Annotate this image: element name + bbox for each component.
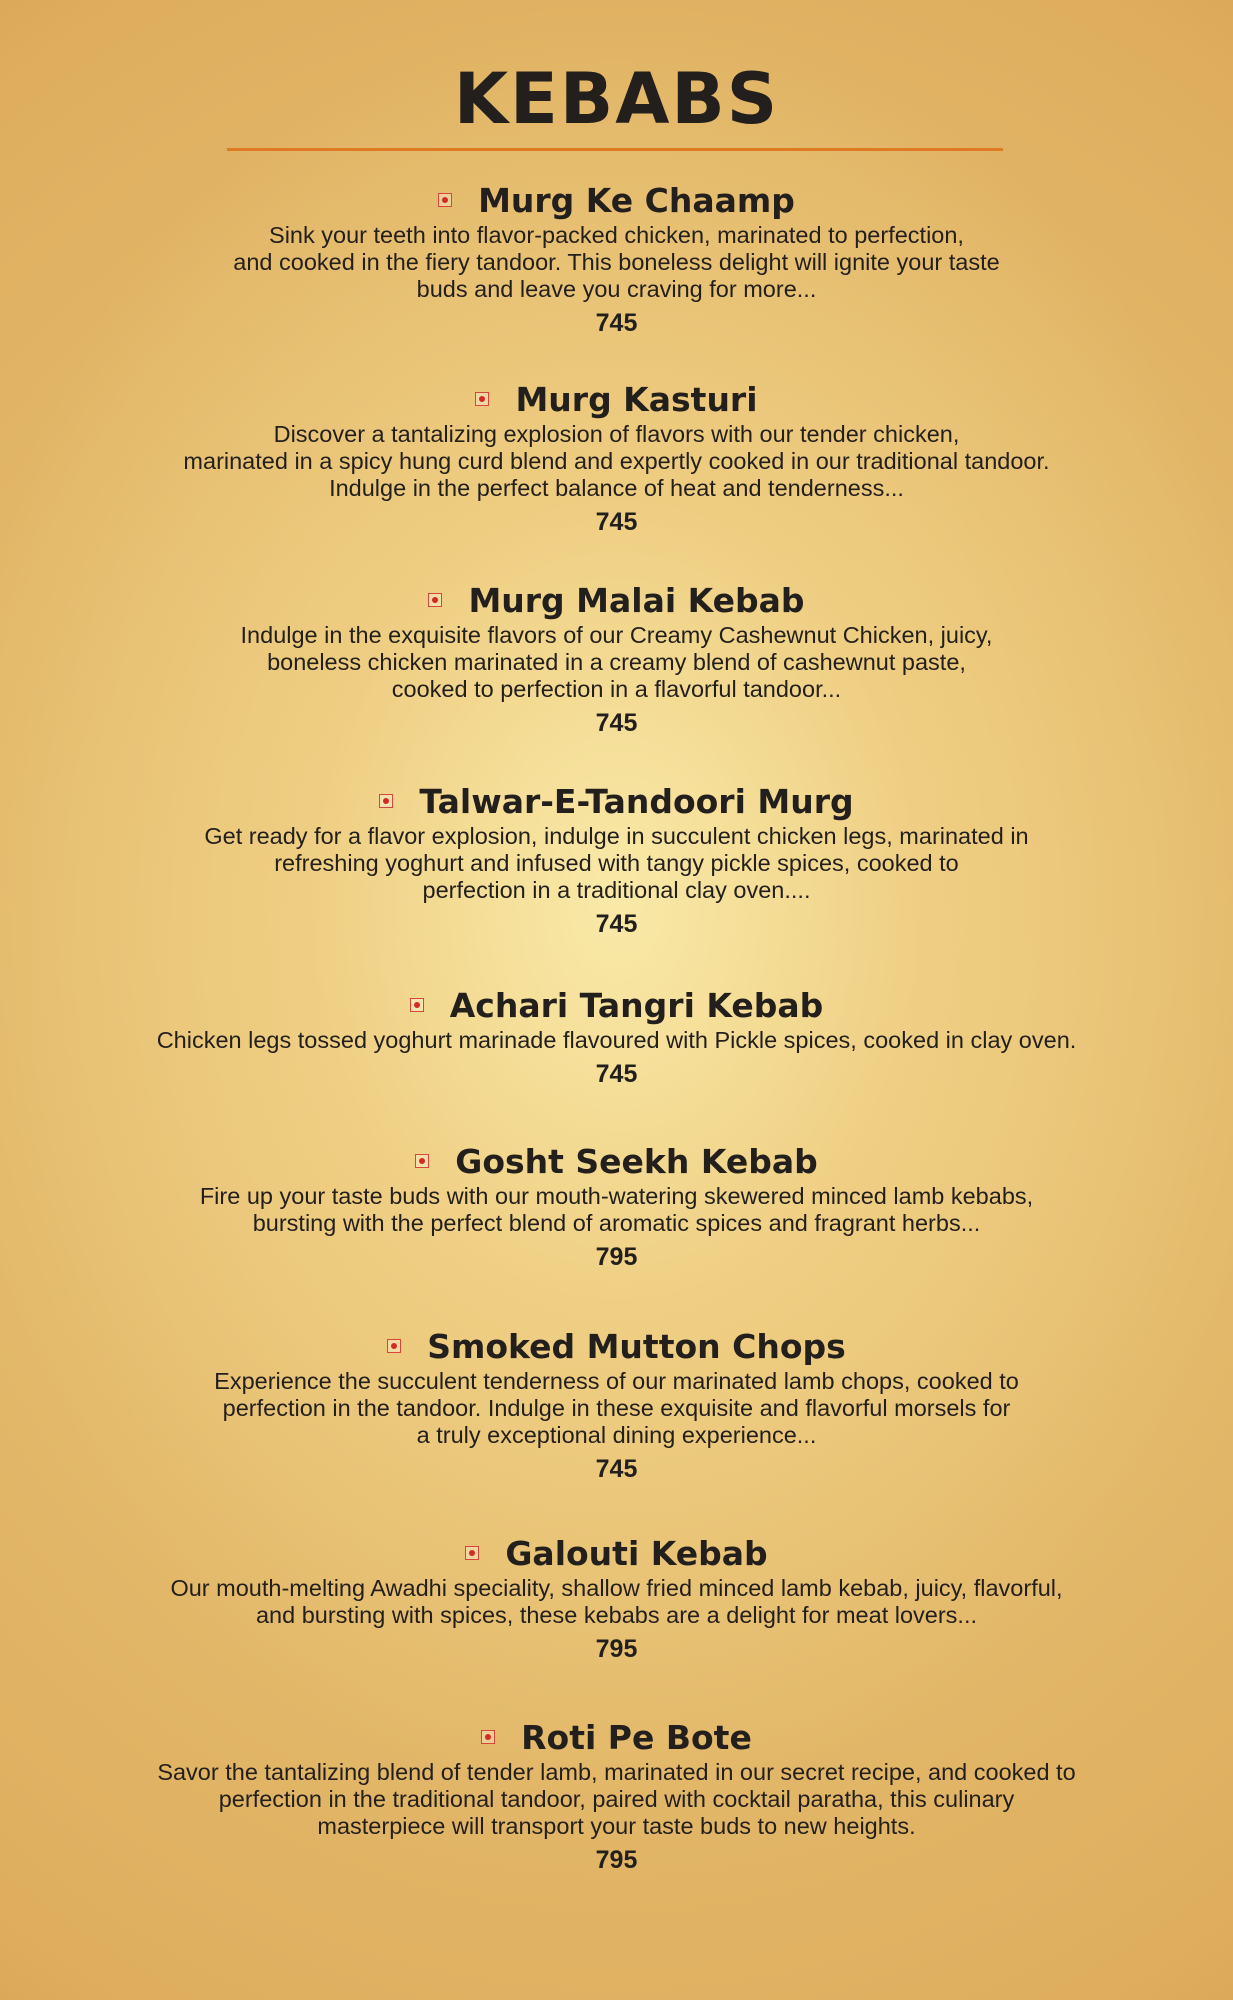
- item-header: [60, 1531, 1173, 1575]
- non-veg-icon: [475, 392, 489, 406]
- menu-item: [60, 377, 1173, 537]
- item-header: [60, 983, 1173, 1027]
- item-name: Murg Kasturi: [515, 379, 758, 419]
- non-veg-icon: [428, 593, 442, 607]
- item-description: [60, 1759, 1173, 1840]
- item-description: [60, 1183, 1173, 1237]
- item-description-line: perfection in a traditional clay oven....: [422, 877, 811, 903]
- item-description-line: a truly exceptional dining experience...: [416, 1422, 817, 1448]
- item-price: 745: [595, 309, 638, 337]
- item-name: Galouti Kebab: [505, 1533, 768, 1573]
- item-header: [60, 1139, 1173, 1183]
- item-description: [60, 1575, 1173, 1629]
- item-description-line: Our mouth-melting Awadhi speciality, shallow fried minced lamb kebab, juicy, flavorful,: [170, 1575, 1063, 1601]
- item-description: [60, 1027, 1173, 1054]
- menu-item: [60, 779, 1173, 939]
- item-description-line: Indulge in the exquisite flavors of our Creamy Cashewnut Chicken, juicy,: [240, 622, 993, 648]
- item-description-line: refreshing yoghurt and infused with tangy pickle spices, cooked to: [274, 850, 959, 876]
- item-description-line: bursting with the perfect blend of aromatic spices and fragrant herbs...: [252, 1210, 981, 1236]
- item-name: Talwar-E-Tandoori Murg: [419, 781, 854, 821]
- non-veg-icon: [387, 1339, 401, 1353]
- item-description: [60, 222, 1173, 303]
- item-price: 795: [595, 1846, 638, 1874]
- menu-item: [60, 1715, 1173, 1875]
- item-description: [60, 823, 1173, 904]
- page-title: KEBABS: [453, 58, 780, 140]
- item-name: Smoked Mutton Chops: [427, 1326, 846, 1366]
- item-price: 795: [595, 1243, 638, 1271]
- menu-item: [60, 983, 1173, 1089]
- item-description-line: Get ready for a flavor explosion, indulge in succulent chicken legs, marinated in: [204, 823, 1029, 849]
- item-header: [60, 578, 1173, 622]
- item-header: [60, 377, 1173, 421]
- item-description-line: masterpiece will transport your taste buds to new heights.: [317, 1813, 916, 1839]
- non-veg-icon: [481, 1730, 495, 1744]
- non-veg-icon: [415, 1154, 429, 1168]
- menu-item: [60, 1139, 1173, 1272]
- item-description-line: boneless chicken marinated in a creamy blend of cashewnut paste,: [267, 649, 966, 675]
- item-description-line: Savor the tantalizing blend of tender lamb, marinated in our secret recipe, and cooked to: [157, 1759, 1076, 1785]
- item-header: [60, 1715, 1173, 1759]
- item-name: Achari Tangri Kebab: [449, 985, 824, 1025]
- item-description-line: and bursting with spices, these kebabs are a delight for meat lovers...: [255, 1602, 978, 1628]
- item-description: [60, 622, 1173, 703]
- non-veg-icon: [410, 998, 424, 1012]
- menu-item: [60, 178, 1173, 338]
- item-price: 795: [595, 1635, 638, 1663]
- item-description-line: Indulge in the perfect balance of heat and tenderness...: [329, 475, 904, 501]
- non-veg-icon: [465, 1546, 479, 1560]
- item-name: Gosht Seekh Kebab: [455, 1141, 818, 1181]
- item-price: 745: [595, 709, 638, 737]
- item-description: [60, 421, 1173, 502]
- item-description-line: and cooked in the fiery tandoor. This boneless delight will ignite your taste: [233, 249, 1000, 275]
- item-description: [60, 1368, 1173, 1449]
- menu-item: [60, 578, 1173, 738]
- item-name: Murg Malai Kebab: [468, 580, 805, 620]
- item-price: 745: [595, 910, 638, 938]
- item-header: [60, 178, 1173, 222]
- item-description-line: Experience the succulent tenderness of our marinated lamb chops, cooked to: [214, 1368, 1019, 1394]
- non-veg-icon: [438, 193, 452, 207]
- item-description-line: marinated in a spicy hung curd blend and expertly cooked in our traditional tandoor.: [183, 448, 1050, 474]
- item-price: 745: [595, 1060, 638, 1088]
- item-description-line: Chicken legs tossed yoghurt marinade flavoured with Pickle spices, cooked in clay oven.: [156, 1027, 1077, 1053]
- item-description-line: Fire up your taste buds with our mouth-watering skewered minced lamb kebabs,: [199, 1183, 1034, 1209]
- item-price: 745: [595, 508, 638, 536]
- non-veg-icon: [379, 794, 393, 808]
- item-description-line: perfection in the tandoor. Indulge in these exquisite and flavorful morsels for: [222, 1395, 1011, 1421]
- item-header: [60, 1324, 1173, 1368]
- title-divider: [227, 148, 1003, 151]
- item-description-line: perfection in the traditional tandoor, paired with cocktail paratha, this culinary: [218, 1786, 1015, 1812]
- menu-item: [60, 1324, 1173, 1484]
- item-description-line: Sink your teeth into flavor-packed chicken, marinated to perfection,: [269, 222, 964, 248]
- item-header: [60, 779, 1173, 823]
- item-name: Roti Pe Bote: [521, 1717, 752, 1757]
- item-description-line: cooked to perfection in a flavorful tandoor...: [391, 676, 842, 702]
- item-name: Murg Ke Chaamp: [478, 180, 795, 220]
- item-description-line: Discover a tantalizing explosion of flavors with our tender chicken,: [273, 421, 960, 447]
- menu-item: [60, 1531, 1173, 1664]
- item-description-line: buds and leave you craving for more...: [416, 276, 817, 302]
- item-price: 745: [595, 1455, 638, 1483]
